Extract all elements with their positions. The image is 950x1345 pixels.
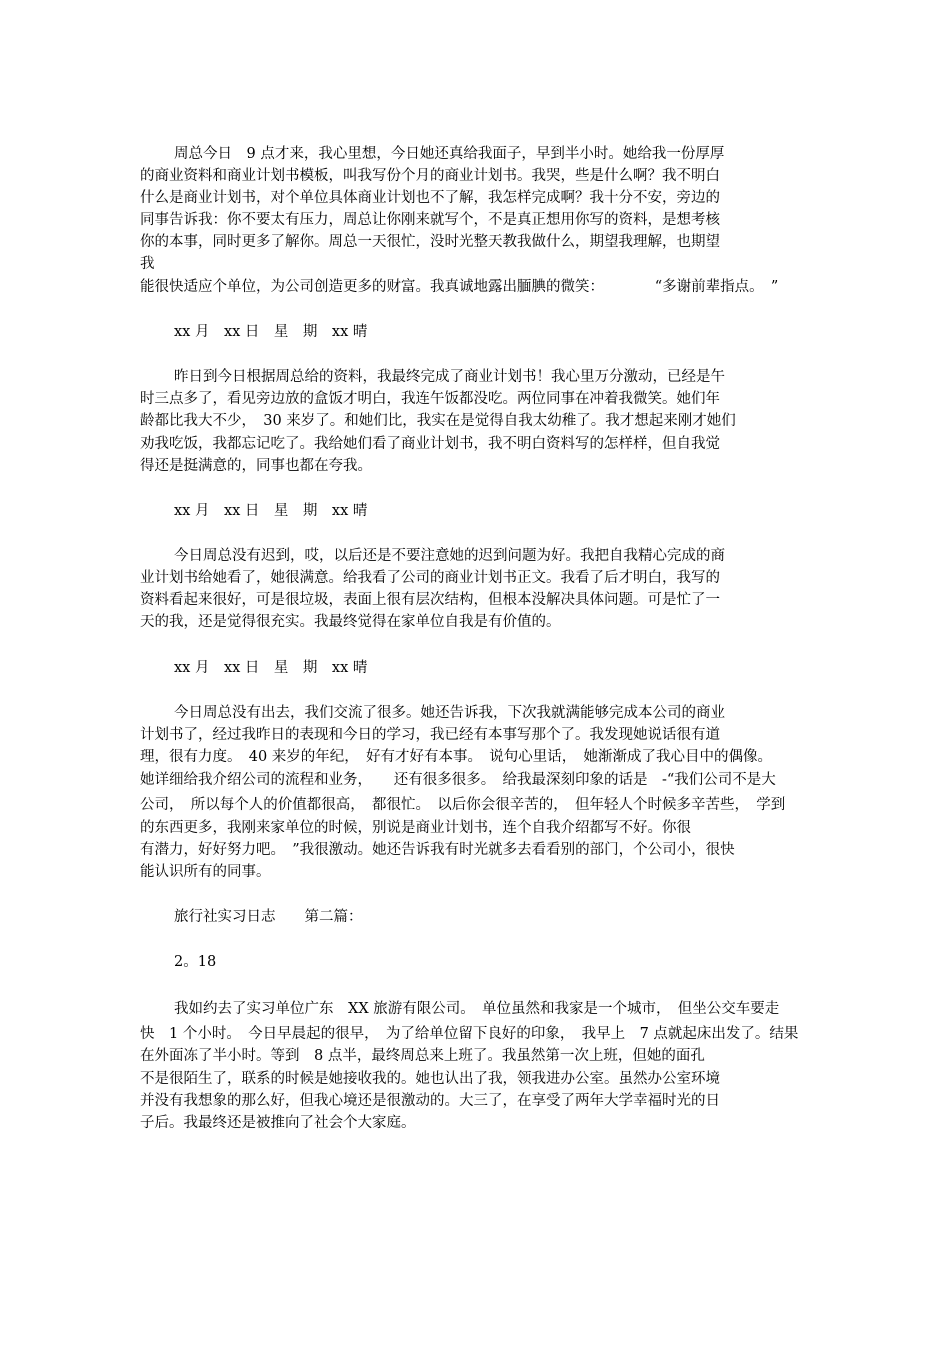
paragraph-3-line-4: 天的我，还是觉得很充实。我最终觉得在家单位自我是有价值的。 (140, 614, 561, 630)
paragraph-5-line-6: 子后。我最终还是被推向了社会个大家庭。 (140, 1115, 416, 1131)
paragraph-5-line-4: 不是很陌生了，联系的时候是她接收我的。她也认出了我，领我进办公室。虽然办公室环境 (140, 1071, 720, 1087)
paragraph-3-line-3: 资料看起来很好，可是很垃圾，表面上很有层次结构，但根本没解决具体问题。可是忙了一 (140, 592, 720, 608)
diary-date-heading-3: xx 月 xx 日 星 期 xx 晴 (174, 660, 368, 676)
paragraph-5-line-3: 在外面冻了半小时。等到 8 点半，最终周总来上班了。我虽然第一次上班，但她的面孔 (140, 1048, 705, 1064)
paragraph-5-line-5: 并没有我想象的那么好，但我心境还是很激动的。大三了，在享受了两年大学幸福时光的日 (140, 1093, 720, 1109)
paragraph-1-line-6: 我 (140, 256, 155, 272)
paragraph-4-line-1: 今日周总没有出去，我们交流了很多。她还告诉我，下次我就满能够完成本公司的商业 (174, 705, 725, 721)
paragraph-5-line-1: 我如约去了实习单位广东 XX 旅游有限公司。 单位虽然和我家是一个城市， 但坐公交车要走 (174, 1001, 780, 1017)
paragraph-2-line-5: 得还是挺满意的，同事也都在夸我。 (140, 458, 372, 474)
paragraph-3-line-2: 业计划书给她看了，她很满意。给我看了公司的商业计划书正文。我看了后才明白，我写的 (140, 570, 720, 586)
diary-date-heading-1: xx 月 xx 日 星 期 xx 晴 (174, 324, 368, 340)
paragraph-4-line-4: 她详细给我介绍公司的流程和业务， 还有很多很多。 给我最深刻印象的话是 -“我们公司不是大 (140, 772, 776, 788)
diary-date-2-18: 2。18 (174, 954, 217, 970)
paragraph-1-line-7: 能很快适应个单位，为公司创造更多的财富。我真诚地露出腼腆的微笑： “多谢前辈指点。 ” (140, 279, 779, 295)
paragraph-4-line-8: 能认识所有的同事。 (140, 864, 271, 880)
paragraph-2-line-1: 昨日到今日根据周总给的资料，我最终完成了商业计划书！我心里万分激动，已经是午 (174, 369, 725, 385)
paragraph-2-line-3: 龄都比我大不少， 30 来岁了。和她们比，我实在是觉得自我太幼稚了。我才想起来刚才她们 (140, 413, 736, 429)
paragraph-4-line-3: 理，很有力度。 40 来岁的年纪， 好有才好有本事。 说句心里话， 她渐渐成了我心目中的偶像。 (140, 749, 773, 765)
paragraph-1-line-5: 你的本事，同时更多了解你。周总一天很忙，没时光整天教我做什么，期望我理解，也期望 (140, 234, 720, 250)
paragraph-3-line-1: 今日周总没有迟到，哎，以后还是不要注意她的迟到问题为好。我把自我精心完成的商 (174, 548, 725, 564)
paragraph-2-line-4: 劝我吃饭，我都忘记吃了。我给她们看了商业计划书，我不明白资料写的怎样样，但自我觉 (140, 436, 720, 452)
paragraph-1-line-1: 周总今日 9 点才来，我心里想，今日她还真给我面子，早到半小时。她给我一份厚厚 (174, 146, 725, 162)
paragraph-4-line-7: 有潜力，好好努力吧。 ”我很激动。她还告诉我有时光就多去看看别的部门，个公司小，很快 (140, 842, 735, 858)
paragraph-1-line-4: 同事告诉我：你不要太有压力，周总让你刚来就写个，不是真正想用你写的资料，是想考核 (140, 212, 720, 228)
paragraph-5-line-2: 快 1 个小时。 今日早晨起的很早， 为了给单位留下良好的印象， 我早上 7 点就起床出发了。结果 (140, 1026, 799, 1042)
paragraph-4-line-5: 公司， 所以每个人的价值都很高， 都很忙。 以后你会很辛苦的， 但年轻人个时候多辛苦些， 学到 (140, 797, 786, 813)
paragraph-2-line-2: 时三点多了，看见旁边放的盒饭才明白，我连午饭都没吃。两位同事在冲着我微笑。她们年 (140, 391, 720, 407)
paragraph-1-line-2: 的商业资料和商业计划书模板，叫我写份个月的商业计划书。我哭，些是什么啊？我不明白 (140, 168, 720, 184)
paragraph-1-line-3: 什么是商业计划书，对个单位具体商业计划也不了解，我怎样完成啊？我十分不安，旁边的 (140, 190, 720, 206)
paragraph-4-line-2: 计划书了，经过我昨日的表现和今日的学习，我已经有本事写那个了。我发现她说话很有道 (140, 727, 720, 743)
paragraph-4-line-6: 的东西更多，我刚来家单位的时候，别说是商业计划书，连个自我介绍都写不好。你很 (140, 820, 691, 836)
section-heading-part-two: 旅行社实习日志 第二篇： (174, 909, 363, 925)
diary-date-heading-2: xx 月 xx 日 星 期 xx 晴 (174, 503, 368, 519)
